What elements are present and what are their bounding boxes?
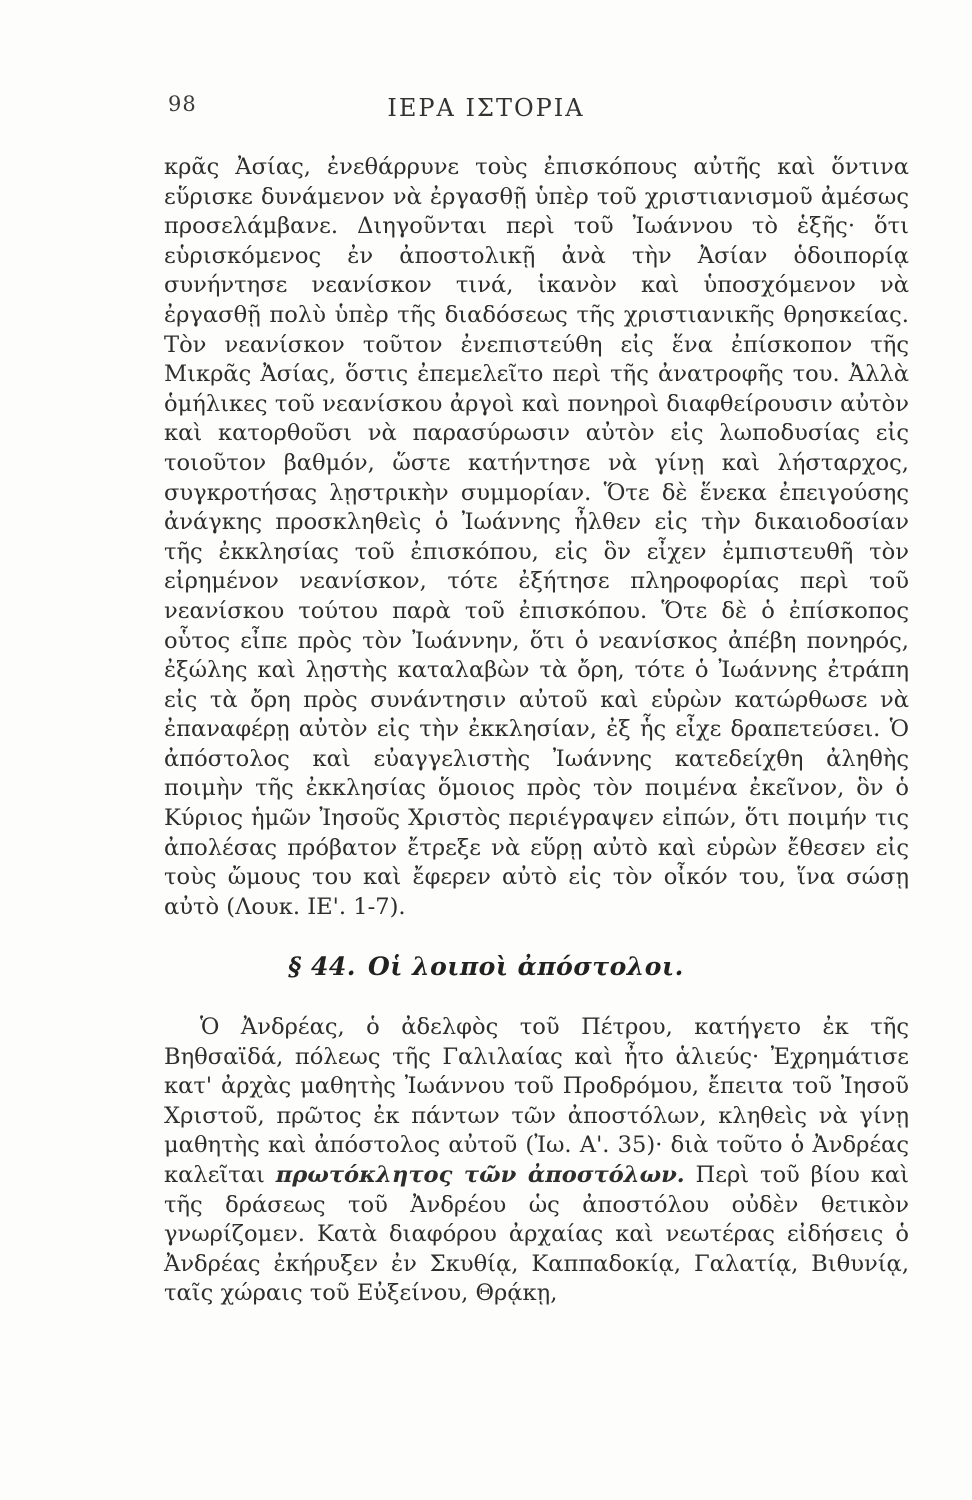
paragraph-andrew-emphasis: πρωτόκλητος τῶν ἀποστόλων.: [275, 1161, 685, 1188]
running-head: ΙΕΡΑ ΙΣΤΟΡΙΑ: [387, 94, 585, 122]
paragraph-john: κρᾶς Ἀσίας, ἐνεθάρρυνε τοὺς ἐπισκόπους αὐτῆς καὶ ὅντινα εὕρισκε δυνάμενον νὰ ἐργασθῇ ὑπὲρ τοῦ χριστιανισμοῦ ἀμέσως προσελάμβανε. Διηγοῦνται περὶ τοῦ Ἰωάννου τὸ ἑξῆς· ὅτι εὑρισκόμενος ἐν ἀποστολικῇ ἀνὰ τὴν Ἀσίαν ὁδοιπορίᾳ συνήντησε νεανίσκον τινά, ἱκανὸν καὶ ὑποσχόμενον νὰ ἐργασθῇ πολὺ ὑπὲρ τῆς διαδόσεως τῆς χριστιανικῆς θρησκείας. Τὸν νεανίσκον τοῦτον ἐνεπιστεύθη εἰς ἕνα ἐπίσκοπον τῆς Μικρᾶς Ἀσίας, ὅστις ἐπεμελεῖτο περὶ τῆς ἀνατροφῆς του. Ἀλλὰ ὁμήλικες τοῦ νεανίσκου ἀργοὶ καὶ πονηροὶ διαφθείρουσιν αὐτὸν καὶ κατορθοῦσι νὰ παρασύρωσιν αὐτὸν εἰς λωποδυσίας εἰς τοιοῦτον βαθμόν, ὥστε κατήντησε νὰ γίνῃ καὶ λήσταρχος, συγκροτήσας λῃστρικὴν συμμορίαν. Ὅτε δὲ ἕνεκα ἐπειγούσης ἀνάγκης προσκληθεὶς ὁ Ἰωάννης ἦλθεν εἰς τὴν δικαιοδοσίαν τῆς ἐκκλησίας τοῦ ἐπισκόπου, εἰς ὃν εἶχεν ἐμπιστευθῆ τὸν εἰρημένον νεανίσκον, τότε ἐξήτησε πληροφορίας περὶ τοῦ νεανίσκου τούτου παρὰ τοῦ ἐπισκόπου. Ὅτε δὲ ὁ ἐπίσκοπος οὗτος εἶπε πρὸς τὸν Ἰωάννην, ὅτι ὁ νεανίσκος ἀπέβη πονηρός, ἐξώλης καὶ λῃστὴς καταλαβὼν τὰ ὄρη, τότε ὁ Ἰωάννης ἐτράπη εἰς τὰ ὄρη πρὸς συνάντησιν αὐτοῦ καὶ εὑρὼν κατώρθωσε νὰ ἐπαναφέρῃ αὐτὸν εἰς τὴν ἐκκλησίαν, ἐξ ἧς εἶχε δραπετεύσει. Ὁ ἀπόστολος καὶ εὐαγγελιστὴς Ἰωάννης κατεδείχθη ἀληθὴς ποιμὴν τῆς ἐκκλησίας ὅμοιος πρὸς τὸν ποιμένα ἐκεῖνον, ὃν ὁ Κύριος ἡμῶν Ἰησοῦς Χριστὸς περιέγραψεν εἰπών, ὅτι ποιμήν τις ἀπολέσας πρόβατον ἔτρεξε νὰ εὕρῃ αὐτὸ καὶ εὑρὼν ἔθεσεν εἰς τοὺς ὤμους του καὶ ἔφερεν αὐτὸ εἰς τὸν οἶκόν του, ἵνα σώσῃ αὐτὸ (Λουκ. ΙΕ'. 1-7).: [164, 154, 909, 920]
paragraph-andrew: [164, 1013, 909, 1309]
page-number: 98: [168, 92, 197, 116]
section-heading: [0, 952, 972, 981]
section-title: Οἱ λοιποὶ ἀπόστολοι.: [367, 952, 684, 981]
section-number: § 44.: [288, 952, 356, 981]
paragraph-andrew-start: Ὁ Ἀνδρέας, ὁ ἀδελφὸς τοῦ Πέτρου, κατήγετο ἐκ τῆς Βηθσαϊδά, πόλεως τῆς Γαλιλαίας καὶ ἦτο ἁλιεύς· Ἐχρημάτισε κατ' ἀρχὰς μαθητὴς Ἰωάννου τοῦ Προδρόμου, ἔπειτα τοῦ Ἰησοῦ Χριστοῦ, πρῶτος ἐκ πάντων τῶν ἀποστόλων, κληθεὶς νὰ γίνῃ μαθητὴς καὶ ἀπόστολος αὐτοῦ (Ἰω. Α'. 35)· διὰ τοῦτο ὁ Ἀνδρέας καλεῖται: [164, 1014, 909, 1188]
body-text-top: [164, 153, 909, 922]
paragraph-andrew-end: Περὶ τοῦ βίου καὶ τῆς δράσεως τοῦ Ἀνδρέου ὡς ἀποστόλου οὐδὲν θετικὸν γνωρίζομεν. Κατὰ διαφόρου ἀρχαίας καὶ νεωτέρας εἰδήσεις ὁ Ἀνδρέας ἐκήρυξεν ἐν Σκυθίᾳ, Καππαδοκίᾳ, Γαλατίᾳ, Βιθυνίᾳ, ταῖς χώραις τοῦ Εὐξείνου, Θρᾴκῃ,: [164, 1161, 910, 1307]
body-text-bottom: [164, 1013, 909, 1309]
